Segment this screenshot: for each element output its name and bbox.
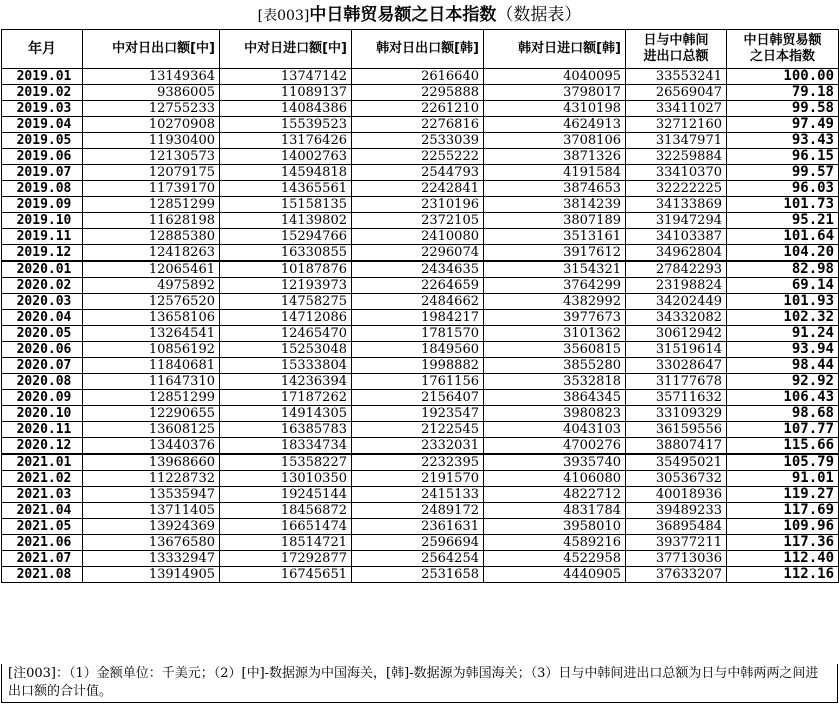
cell-cn-export-jp: 13149364 <box>83 69 220 85</box>
cell-kr-export-jp: 2255222 <box>352 149 484 165</box>
cell-cn-import-jp: 14084386 <box>220 101 352 117</box>
cell-cn-import-jp: 19245144 <box>220 487 352 503</box>
cell-japan-index: 104.20 <box>727 245 839 262</box>
cell-kr-import-jp: 3532818 <box>484 374 626 390</box>
cell-cn-export-jp: 13914905 <box>83 567 220 583</box>
cell-total-trade: 31347971 <box>626 133 727 149</box>
cell-cn-export-jp: 13264541 <box>83 326 220 342</box>
cell-total-trade: 32259884 <box>626 149 727 165</box>
cell-month: 2019.11 <box>2 229 83 245</box>
table-row <box>2 133 839 149</box>
cell-cn-import-jp: 13010350 <box>220 471 352 487</box>
table-row <box>2 149 839 165</box>
cell-kr-export-jp: 1984217 <box>352 310 484 326</box>
cell-total-trade: 33553241 <box>626 69 727 85</box>
header-cn-import-jp: 中对日进口额[中] <box>220 30 352 69</box>
cell-japan-index: 106.43 <box>727 390 839 406</box>
cell-cn-export-jp: 13658106 <box>83 310 220 326</box>
cell-kr-import-jp: 3764299 <box>484 278 626 294</box>
cell-japan-index: 95.21 <box>727 213 839 229</box>
cell-cn-export-jp: 12885380 <box>83 229 220 245</box>
table-row <box>2 245 839 262</box>
cell-cn-export-jp: 11628198 <box>83 213 220 229</box>
cell-kr-export-jp: 2276816 <box>352 117 484 133</box>
header-kr-import-jp: 韩对日进口额[韩] <box>484 30 626 69</box>
cell-kr-import-jp: 4106080 <box>484 471 626 487</box>
cell-cn-export-jp: 11228732 <box>83 471 220 487</box>
cell-japan-index: 119.27 <box>727 487 839 503</box>
cell-kr-import-jp: 3814239 <box>484 197 626 213</box>
cell-month: 2020.08 <box>2 374 83 390</box>
cell-total-trade: 39377211 <box>626 535 727 551</box>
cell-month: 2019.02 <box>2 85 83 101</box>
cell-cn-import-jp: 15539523 <box>220 117 352 133</box>
cell-japan-index: 100.00 <box>727 69 839 85</box>
cell-japan-index: 117.36 <box>727 535 839 551</box>
table-row <box>2 213 839 229</box>
table-row <box>2 374 839 390</box>
cell-kr-export-jp: 2361631 <box>352 519 484 535</box>
cell-japan-index: 117.69 <box>727 503 839 519</box>
table-row <box>2 181 839 197</box>
cell-cn-import-jp: 14236394 <box>220 374 352 390</box>
cell-japan-index: 98.68 <box>727 406 839 422</box>
cell-cn-import-jp: 18456872 <box>220 503 352 519</box>
cell-cn-import-jp: 15358227 <box>220 454 352 471</box>
cell-kr-export-jp: 2533039 <box>352 133 484 149</box>
cell-month: 2020.10 <box>2 406 83 422</box>
cell-kr-import-jp: 4043103 <box>484 422 626 438</box>
cell-japan-index: 107.77 <box>727 422 839 438</box>
cell-total-trade: 34332082 <box>626 310 727 326</box>
header-month: 年月 <box>2 30 83 69</box>
cell-kr-import-jp: 3708106 <box>484 133 626 149</box>
cell-kr-import-jp: 4382992 <box>484 294 626 310</box>
cell-cn-import-jp: 13176426 <box>220 133 352 149</box>
cell-kr-import-jp: 4440905 <box>484 567 626 583</box>
cell-kr-import-jp: 3154321 <box>484 261 626 278</box>
cell-month: 2021.04 <box>2 503 83 519</box>
cell-kr-export-jp: 2191570 <box>352 471 484 487</box>
cell-japan-index: 112.40 <box>727 551 839 567</box>
cell-kr-export-jp: 2564254 <box>352 551 484 567</box>
cell-cn-export-jp: 13968660 <box>83 454 220 471</box>
table-row <box>2 454 839 471</box>
cell-japan-index: 99.57 <box>727 165 839 181</box>
cell-month: 2019.04 <box>2 117 83 133</box>
cell-cn-import-jp: 15333804 <box>220 358 352 374</box>
table-row <box>2 503 839 519</box>
cell-cn-export-jp: 9386005 <box>83 85 220 101</box>
cell-total-trade: 34202449 <box>626 294 727 310</box>
cell-kr-import-jp: 4822712 <box>484 487 626 503</box>
cell-cn-import-jp: 14594818 <box>220 165 352 181</box>
cell-kr-export-jp: 2415133 <box>352 487 484 503</box>
header-total-trade: 日与中韩间 进出口总额 <box>626 30 727 69</box>
cell-japan-index: 79.18 <box>727 85 839 101</box>
cell-cn-import-jp: 15158135 <box>220 197 352 213</box>
cell-month: 2021.06 <box>2 535 83 551</box>
cell-japan-index: 101.93 <box>727 294 839 310</box>
cell-cn-export-jp: 13332947 <box>83 551 220 567</box>
cell-kr-export-jp: 1998882 <box>352 358 484 374</box>
cell-month: 2019.07 <box>2 165 83 181</box>
cell-month: 2019.09 <box>2 197 83 213</box>
cell-total-trade: 34103387 <box>626 229 727 245</box>
cell-cn-import-jp: 14002763 <box>220 149 352 165</box>
table-row <box>2 229 839 245</box>
title-main: 中日韩贸易额之日本指数 <box>309 5 497 25</box>
table-row <box>2 567 839 583</box>
cell-kr-import-jp: 3917612 <box>484 245 626 262</box>
cell-cn-import-jp: 18514721 <box>220 535 352 551</box>
cell-kr-import-jp: 3101362 <box>484 326 626 342</box>
cell-cn-import-jp: 10187876 <box>220 261 352 278</box>
cell-total-trade: 27842293 <box>626 261 727 278</box>
cell-cn-export-jp: 12065461 <box>83 261 220 278</box>
cell-cn-export-jp: 12755233 <box>83 101 220 117</box>
cell-month: 2020.09 <box>2 390 83 406</box>
cell-japan-index: 99.58 <box>727 101 839 117</box>
cell-cn-import-jp: 14914305 <box>220 406 352 422</box>
cell-month: 2020.02 <box>2 278 83 294</box>
cell-cn-import-jp: 15253048 <box>220 342 352 358</box>
cell-japan-index: 91.01 <box>727 471 839 487</box>
cell-kr-import-jp: 4831784 <box>484 503 626 519</box>
table-row <box>2 471 839 487</box>
cell-cn-import-jp: 12193973 <box>220 278 352 294</box>
cell-month: 2020.05 <box>2 326 83 342</box>
cell-kr-export-jp: 2410080 <box>352 229 484 245</box>
cell-cn-export-jp: 12576520 <box>83 294 220 310</box>
cell-total-trade: 35711632 <box>626 390 727 406</box>
cell-kr-export-jp: 2232395 <box>352 454 484 471</box>
cell-japan-index: 82.98 <box>727 261 839 278</box>
cell-kr-import-jp: 3935740 <box>484 454 626 471</box>
cell-month: 2020.06 <box>2 342 83 358</box>
cell-kr-import-jp: 4624913 <box>484 117 626 133</box>
cell-month: 2020.03 <box>2 294 83 310</box>
cell-month: 2020.11 <box>2 422 83 438</box>
table-row <box>2 101 839 117</box>
cell-japan-index: 109.96 <box>727 519 839 535</box>
cell-cn-import-jp: 14712086 <box>220 310 352 326</box>
cell-cn-export-jp: 13676580 <box>83 535 220 551</box>
table-row <box>2 197 839 213</box>
cell-kr-import-jp: 3864345 <box>484 390 626 406</box>
cell-kr-export-jp: 2261210 <box>352 101 484 117</box>
data-table <box>1 29 839 583</box>
cell-kr-import-jp: 3980823 <box>484 406 626 422</box>
table-row <box>2 551 839 567</box>
cell-total-trade: 34962804 <box>626 245 727 262</box>
cell-cn-export-jp: 12418263 <box>83 245 220 262</box>
cell-total-trade: 33411027 <box>626 101 727 117</box>
cell-total-trade: 23198824 <box>626 278 727 294</box>
cell-cn-export-jp: 12290655 <box>83 406 220 422</box>
cell-cn-export-jp: 11930400 <box>83 133 220 149</box>
cell-cn-import-jp: 16385783 <box>220 422 352 438</box>
cell-kr-export-jp: 2531658 <box>352 567 484 583</box>
cell-kr-import-jp: 3871326 <box>484 149 626 165</box>
cell-month: 2021.05 <box>2 519 83 535</box>
cell-cn-export-jp: 13711405 <box>83 503 220 519</box>
table-row <box>2 69 839 85</box>
cell-japan-index: 101.73 <box>727 197 839 213</box>
table-row <box>2 422 839 438</box>
cell-month: 2019.05 <box>2 133 83 149</box>
cell-cn-import-jp: 17292877 <box>220 551 352 567</box>
cell-kr-export-jp: 2616640 <box>352 69 484 85</box>
cell-month: 2019.03 <box>2 101 83 117</box>
footnote: [注003]：（1）金额单位：千美元；（2）[中]-数据源为中国海关，[韩]-数据源为韩国海关；（3）日与中韩间进出口总额为日与中韩两两之间进出口额的合计值。 <box>1 664 838 703</box>
cell-cn-export-jp: 11840681 <box>83 358 220 374</box>
cell-japan-index: 115.66 <box>727 438 839 455</box>
cell-cn-import-jp: 13747142 <box>220 69 352 85</box>
cell-japan-index: 105.79 <box>727 454 839 471</box>
table-tag: [表003] <box>257 8 310 24</box>
cell-kr-export-jp: 2296074 <box>352 245 484 262</box>
table-row <box>2 310 839 326</box>
cell-kr-export-jp: 2122545 <box>352 422 484 438</box>
cell-month: 2020.04 <box>2 310 83 326</box>
cell-kr-export-jp: 2295888 <box>352 85 484 101</box>
cell-total-trade: 33410370 <box>626 165 727 181</box>
header-cn-export-jp: 中对日出口额[中] <box>83 30 220 69</box>
cell-month: 2021.01 <box>2 454 83 471</box>
cell-kr-import-jp: 4310198 <box>484 101 626 117</box>
cell-kr-import-jp: 4589216 <box>484 535 626 551</box>
cell-month: 2019.01 <box>2 69 83 85</box>
cell-kr-import-jp: 4522958 <box>484 551 626 567</box>
cell-kr-export-jp: 2264659 <box>352 278 484 294</box>
cell-total-trade: 36895484 <box>626 519 727 535</box>
cell-total-trade: 35495021 <box>626 454 727 471</box>
table-row <box>2 294 839 310</box>
cell-cn-import-jp: 12465470 <box>220 326 352 342</box>
cell-total-trade: 39489233 <box>626 503 727 519</box>
cell-cn-import-jp: 14758275 <box>220 294 352 310</box>
cell-cn-import-jp: 15294766 <box>220 229 352 245</box>
cell-cn-export-jp: 13924369 <box>83 519 220 535</box>
table-row <box>2 390 839 406</box>
header-kr-export-jp: 韩对日出口额[韩] <box>352 30 484 69</box>
cell-kr-import-jp: 3798017 <box>484 85 626 101</box>
table-row <box>2 406 839 422</box>
cell-cn-import-jp: 11089137 <box>220 85 352 101</box>
cell-cn-export-jp: 11739170 <box>83 181 220 197</box>
table-row <box>2 278 839 294</box>
header-row <box>2 30 839 69</box>
table-title <box>0 0 839 29</box>
cell-cn-export-jp: 12851299 <box>83 197 220 213</box>
table-row <box>2 85 839 101</box>
cell-japan-index: 93.94 <box>727 342 839 358</box>
cell-kr-import-jp: 3977673 <box>484 310 626 326</box>
cell-japan-index: 112.16 <box>727 567 839 583</box>
table-body <box>2 69 839 583</box>
cell-japan-index: 91.24 <box>727 326 839 342</box>
cell-kr-import-jp: 4040095 <box>484 69 626 85</box>
cell-total-trade: 31177678 <box>626 374 727 390</box>
cell-month: 2021.08 <box>2 567 83 583</box>
cell-kr-import-jp: 3807189 <box>484 213 626 229</box>
cell-total-trade: 31947294 <box>626 213 727 229</box>
table-row <box>2 117 839 133</box>
table-row <box>2 326 839 342</box>
table-row <box>2 535 839 551</box>
cell-cn-export-jp: 12079175 <box>83 165 220 181</box>
cell-japan-index: 93.43 <box>727 133 839 149</box>
cell-month: 2019.08 <box>2 181 83 197</box>
cell-cn-export-jp: 12851299 <box>83 390 220 406</box>
table-row <box>2 261 839 278</box>
cell-japan-index: 101.64 <box>727 229 839 245</box>
cell-kr-export-jp: 2310196 <box>352 197 484 213</box>
cell-total-trade: 38807417 <box>626 438 727 455</box>
title-sub: （数据表） <box>496 5 582 25</box>
cell-month: 2019.10 <box>2 213 83 229</box>
cell-japan-index: 96.03 <box>727 181 839 197</box>
table-row <box>2 438 839 455</box>
cell-kr-export-jp: 1761156 <box>352 374 484 390</box>
cell-total-trade: 33109329 <box>626 406 727 422</box>
table-row <box>2 342 839 358</box>
cell-kr-import-jp: 4700276 <box>484 438 626 455</box>
cell-cn-import-jp: 16651474 <box>220 519 352 535</box>
cell-cn-import-jp: 17187262 <box>220 390 352 406</box>
cell-cn-import-jp: 18334734 <box>220 438 352 455</box>
cell-kr-export-jp: 2242841 <box>352 181 484 197</box>
cell-total-trade: 34133869 <box>626 197 727 213</box>
cell-japan-index: 96.15 <box>727 149 839 165</box>
cell-month: 2021.03 <box>2 487 83 503</box>
table-row <box>2 487 839 503</box>
cell-kr-export-jp: 1923547 <box>352 406 484 422</box>
cell-total-trade: 37713036 <box>626 551 727 567</box>
cell-japan-index: 102.32 <box>727 310 839 326</box>
cell-month: 2019.12 <box>2 245 83 262</box>
cell-total-trade: 37633207 <box>626 567 727 583</box>
cell-cn-import-jp: 14365561 <box>220 181 352 197</box>
cell-cn-import-jp: 16745651 <box>220 567 352 583</box>
cell-kr-export-jp: 2434635 <box>352 261 484 278</box>
cell-japan-index: 69.14 <box>727 278 839 294</box>
cell-cn-export-jp: 11647310 <box>83 374 220 390</box>
cell-japan-index: 92.92 <box>727 374 839 390</box>
cell-month: 2021.07 <box>2 551 83 567</box>
cell-cn-export-jp: 4975892 <box>83 278 220 294</box>
cell-kr-export-jp: 2596694 <box>352 535 484 551</box>
cell-total-trade: 33028647 <box>626 358 727 374</box>
cell-total-trade: 32222225 <box>626 181 727 197</box>
cell-total-trade: 36159556 <box>626 422 727 438</box>
cell-total-trade: 30536732 <box>626 471 727 487</box>
cell-cn-export-jp: 13440376 <box>83 438 220 455</box>
cell-cn-export-jp: 13535947 <box>83 487 220 503</box>
cell-month: 2019.06 <box>2 149 83 165</box>
cell-kr-export-jp: 2544793 <box>352 165 484 181</box>
cell-total-trade: 32712160 <box>626 117 727 133</box>
cell-japan-index: 97.49 <box>727 117 839 133</box>
cell-month: 2020.01 <box>2 261 83 278</box>
cell-total-trade: 30612942 <box>626 326 727 342</box>
cell-kr-import-jp: 3874653 <box>484 181 626 197</box>
cell-kr-export-jp: 2332031 <box>352 438 484 455</box>
cell-kr-export-jp: 2372105 <box>352 213 484 229</box>
cell-kr-export-jp: 1849560 <box>352 342 484 358</box>
cell-kr-import-jp: 4191584 <box>484 165 626 181</box>
cell-kr-import-jp: 3560815 <box>484 342 626 358</box>
cell-cn-import-jp: 14139802 <box>220 213 352 229</box>
cell-month: 2020.12 <box>2 438 83 455</box>
cell-cn-export-jp: 10856192 <box>83 342 220 358</box>
cell-kr-import-jp: 3513161 <box>484 229 626 245</box>
cell-total-trade: 26569047 <box>626 85 727 101</box>
cell-kr-export-jp: 2489172 <box>352 503 484 519</box>
cell-japan-index: 98.44 <box>727 358 839 374</box>
cell-month: 2021.02 <box>2 471 83 487</box>
cell-kr-export-jp: 2156407 <box>352 390 484 406</box>
cell-month: 2020.07 <box>2 358 83 374</box>
cell-kr-import-jp: 3855280 <box>484 358 626 374</box>
cell-kr-export-jp: 2484662 <box>352 294 484 310</box>
cell-cn-import-jp: 16330855 <box>220 245 352 262</box>
header-japan-index: 中日韩贸易额 之日本指数 <box>727 30 839 69</box>
cell-total-trade: 31519614 <box>626 342 727 358</box>
table-row <box>2 519 839 535</box>
cell-kr-import-jp: 3958010 <box>484 519 626 535</box>
cell-cn-export-jp: 12130573 <box>83 149 220 165</box>
cell-cn-export-jp: 10270908 <box>83 117 220 133</box>
cell-cn-export-jp: 13608125 <box>83 422 220 438</box>
cell-total-trade: 40018936 <box>626 487 727 503</box>
table-row <box>2 165 839 181</box>
table-row <box>2 358 839 374</box>
cell-kr-export-jp: 1781570 <box>352 326 484 342</box>
